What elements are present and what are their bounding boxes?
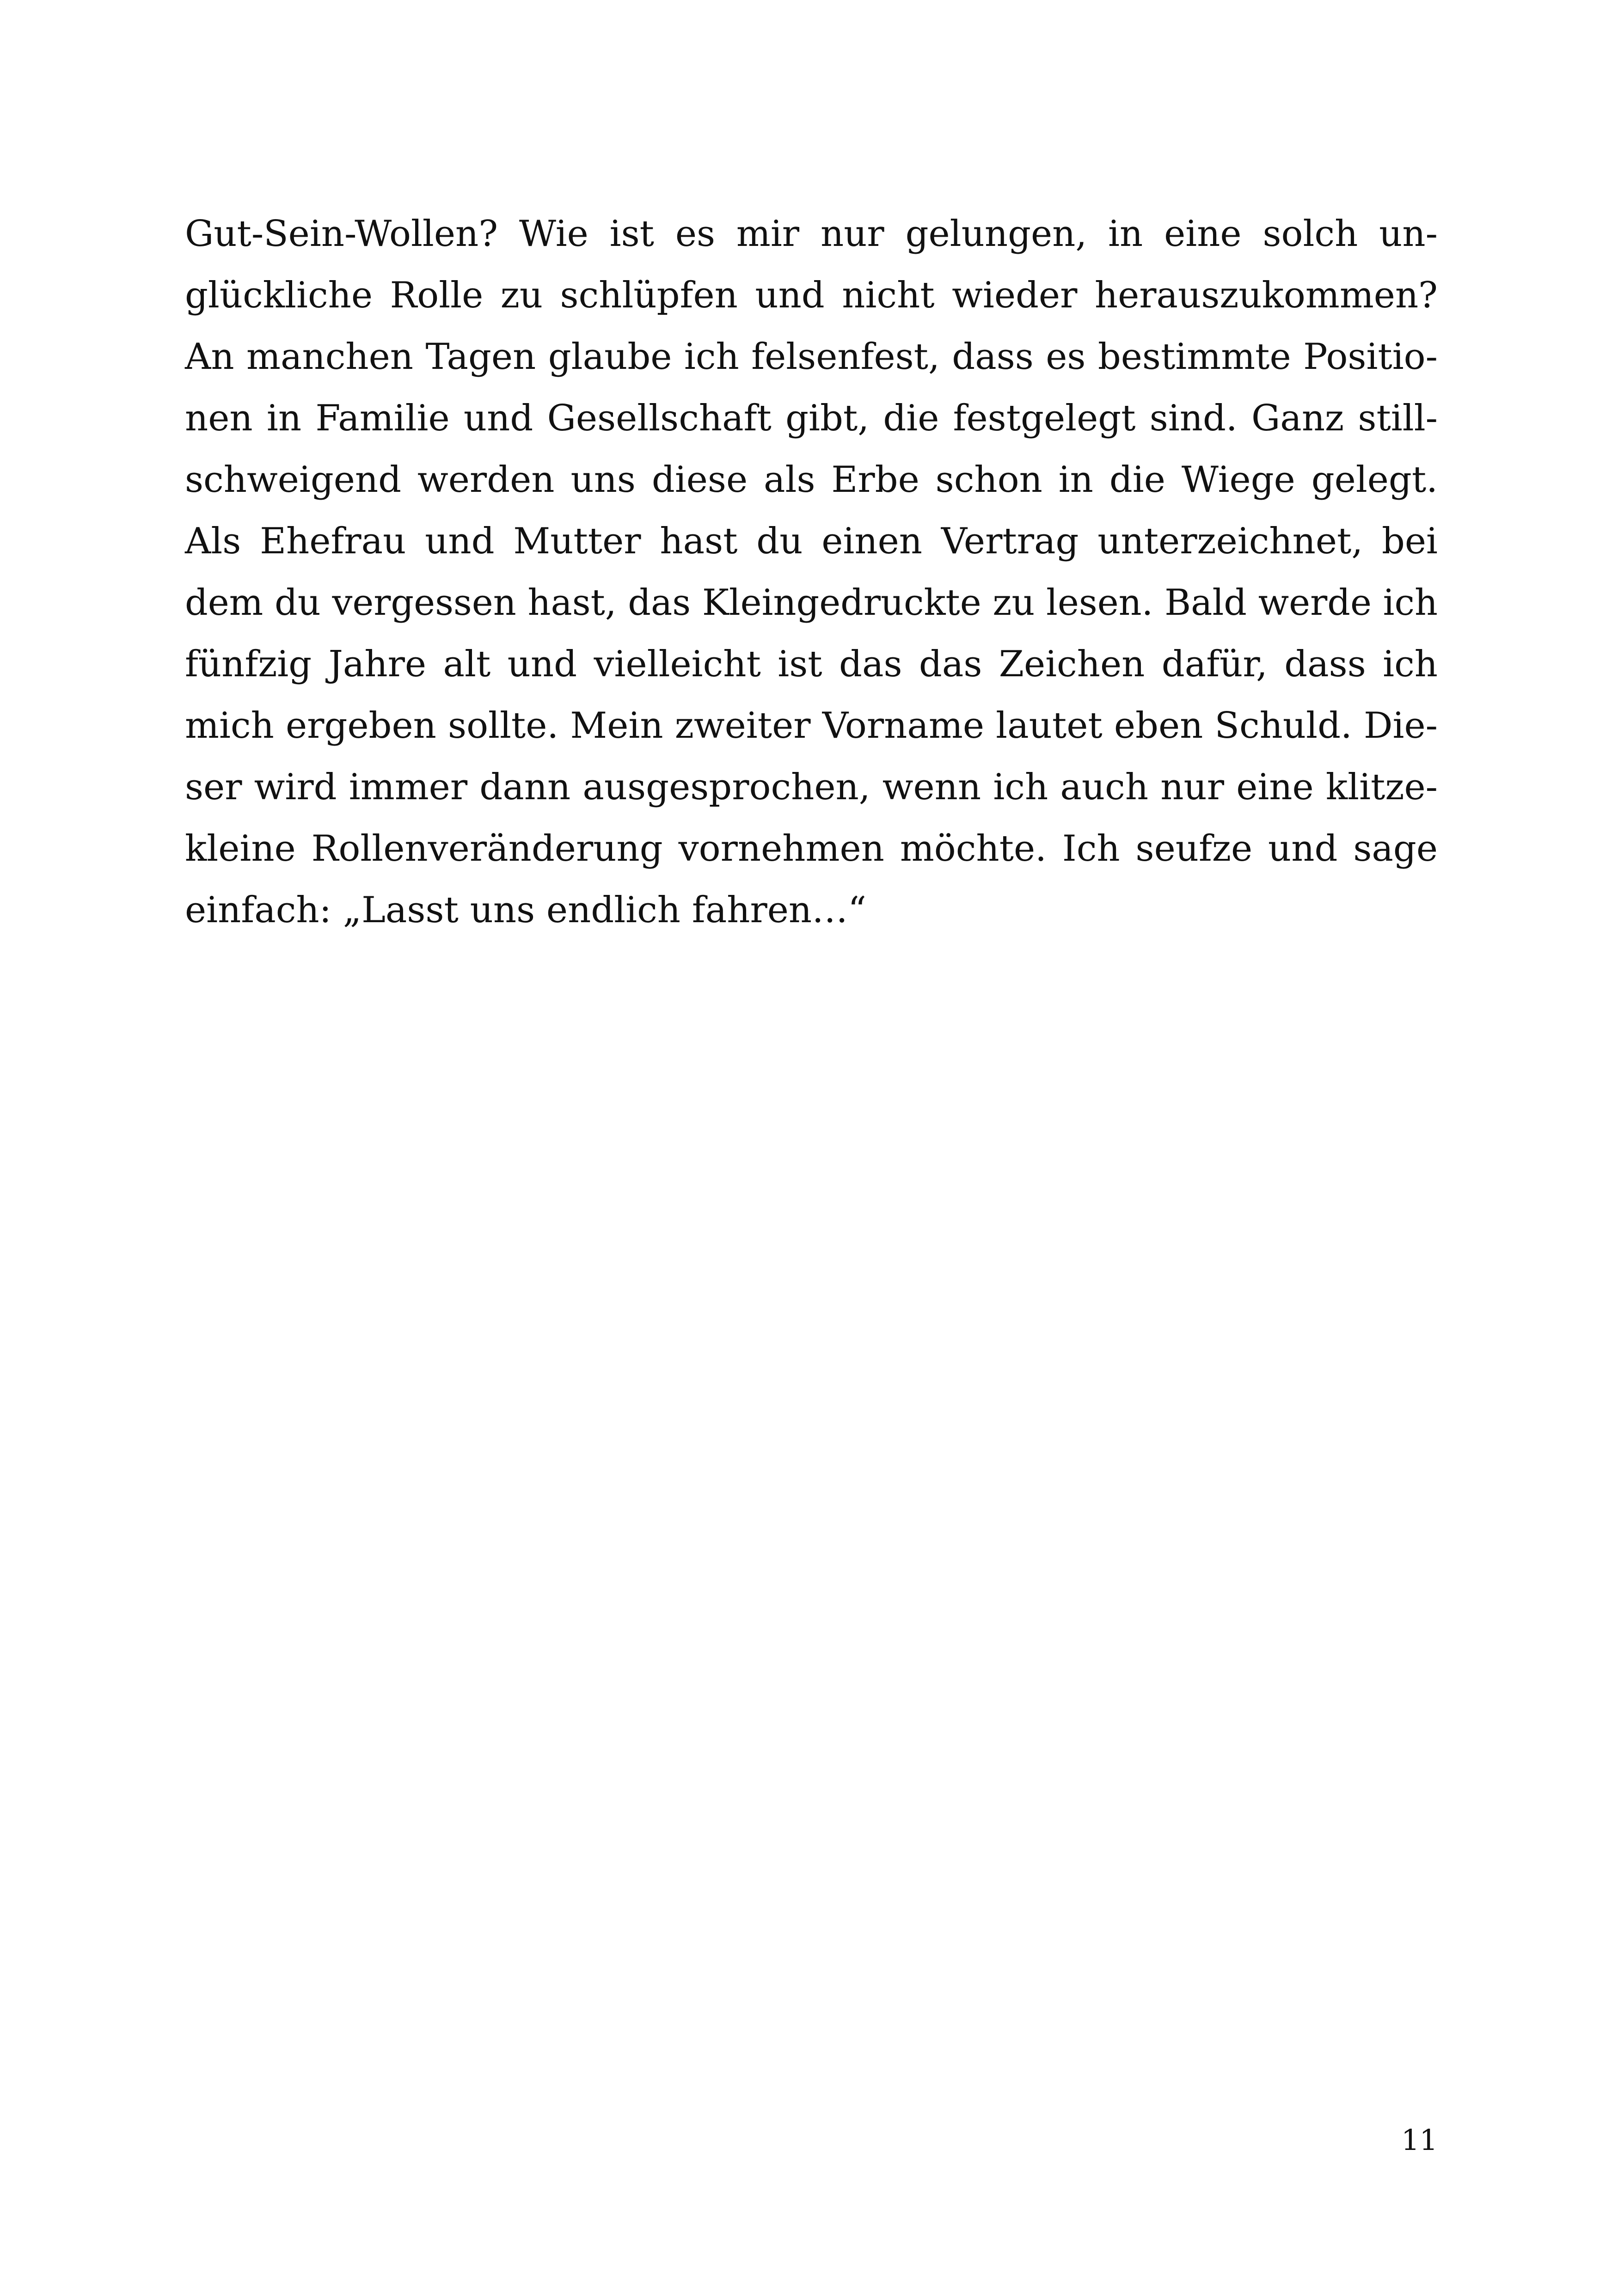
paragraph-line: nen in Familie und Gesellschaft gibt, die festgelegt sind. Ganz still- (185, 398, 1438, 439)
paragraph-line: schweigend werden uns diese als Erbe schon in die Wiege gelegt. (185, 459, 1438, 501)
paragraph-line: An manchen Tagen glaube ich felsenfest, dass es bestimmte Positio- (185, 336, 1438, 378)
page-number: 11 (1401, 2123, 1438, 2157)
paragraph-line: glückliche Rolle zu schlüpfen und nicht wieder herauszukommen? (185, 275, 1438, 316)
paragraph-line-last: einfach: „Lasst uns endlich fahren…“ (185, 889, 867, 931)
paragraph-line: Als Ehefrau und Mutter hast du einen Vertrag unterzeichnet, bei (185, 520, 1438, 562)
paragraph-line: mich ergeben sollte. Mein zweiter Vorname lautet eben Schuld. Die- (185, 705, 1438, 747)
paragraph-line: ser wird immer dann ausgesprochen, wenn ich auch nur eine klitze- (185, 766, 1438, 808)
body-paragraph (185, 203, 1438, 941)
paragraph-line: Gut-Sein-Wollen? Wie ist es mir nur gelungen, in eine solch un- (185, 213, 1438, 255)
paragraph-line: fünfzig Jahre alt und vielleicht ist das das Zeichen dafür, dass ich (185, 643, 1438, 685)
paragraph-line: kleine Rollenveränderung vornehmen möchte. Ich seufze und sage (185, 828, 1438, 869)
paragraph-line: dem du vergessen hast, das Kleingedruckte zu lesen. Bald werde ich (185, 582, 1438, 624)
